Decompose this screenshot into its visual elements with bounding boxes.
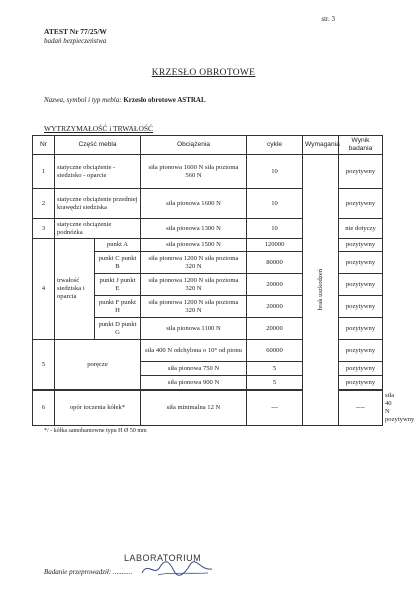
cell-requirement: brak uszkodzeń [303,155,339,426]
cell-point: punkt D punkt G [95,318,141,340]
document-subtitle: badań bezpieczeństwa [44,37,107,45]
cell-requirement: ---- [339,391,383,426]
cell-result: pozytywny [339,274,383,296]
footnote: */ - kółka samohamowne typu H Ø 50 mm [44,428,147,434]
cell-point: punkt C punkt B [95,252,141,274]
cell-cycles: 60000 [247,340,303,362]
cell-point: punkt F punkt H [95,296,141,318]
cell-result: pozytywny [339,318,383,340]
cell-cycles: 80000 [247,252,303,274]
cell-cycles: 120000 [247,239,303,252]
cell-cycles: --- [247,391,303,426]
cell-part: trwałość siedziska i oparcia [55,239,95,340]
cell-load: siła pionowa 1200 N siła pozioma 320 N [141,296,247,318]
cell-result: pozytywny [339,362,383,376]
header-cycles: cykle [247,136,303,155]
cell-cycles: 20000 [247,296,303,318]
cell-load: siła pionowa 750 N [141,362,247,376]
cell-cycles: 20000 [247,318,303,340]
cell-result: pozytywny [339,155,383,189]
cell-load: siła pionowa 1500 N [141,239,247,252]
signature-image [138,557,218,579]
cell-cycles: 5 [247,376,303,390]
cell-load: siła pionowa 900 N [141,376,247,390]
cell-load: siła pionowa 1100 N [141,318,247,340]
cell-load: siła pionowa 1200 N siła pozioma 320 N [141,252,247,274]
cell-cycles: 10 [247,219,303,239]
header-part: Część mebla [55,136,141,155]
cell-load: siła minimalna 12 N [141,391,247,426]
cell-load: siła pionowa 1200 N siła pozioma 320 N [141,274,247,296]
header-load: Obciążenia [141,136,247,155]
cell-result: pozytywny [339,252,383,274]
cell-part: poręcze [55,340,141,390]
page-title: KRZESŁO OBROTOWE [151,68,256,78]
cell-result: pozytywny [339,296,383,318]
document-id: ATEST Nr 77/25/W [44,27,107,36]
table-row [33,155,383,189]
cell-load: siła 400 N odchylona o 10° od pionu [141,340,247,362]
cell-cycles: 10 [247,189,303,219]
cell-nr: 1 [33,155,55,189]
signature-label: Badanie przeprowadził: ........... [44,568,133,576]
cell-cycles: 10 [247,155,303,189]
cell-result: pozytywny [339,189,383,219]
cell-nr: 4 [33,239,55,340]
header-requirements: Wymagania [303,136,339,155]
cell-load: siła pionowa 1600 N siła pozioma 560 N [141,155,247,189]
cell-result: nie dotyczy [339,219,383,239]
cell-point: punkt A [95,239,141,252]
product-name-line [44,96,206,104]
cell-part: statyczne obciążenie - siedzisko - oparcie [55,155,141,189]
header-result: Wynik badania [339,136,383,155]
cell-nr: 3 [33,219,55,239]
table-header-row [33,136,383,155]
cell-part: opór toczenia kółek* [55,391,141,426]
cell-part: statyczne obciążenie przedniej krawędzi siedziska [55,189,141,219]
page-number: str. 3 [321,15,335,23]
header-nr: Nr [33,136,55,155]
cell-part: statyczne obciążenie podnóżka [55,219,141,239]
cell-nr: 2 [33,189,55,219]
cell-point: punkt J punkt E [95,274,141,296]
cell-nr: 6 [33,391,55,426]
cell-result: pozytywny [339,376,383,390]
product-name-label: Nazwa, symbol i typ mebla: [44,96,122,104]
cell-cycles: 20000 [247,274,303,296]
table-row: 6 opór toczenia kółek* siła minimalna 12 N --- ---- siła 40 N pozytywny [33,391,383,426]
cell-cycles: 5 [247,362,303,376]
cell-result: pozytywny [339,340,383,362]
cell-load: siła pionowa 1600 N [141,189,247,219]
cell-load: siła pionowa 1300 N [141,219,247,239]
section-heading: WYTRZYMAŁOŚĆ i TRWAŁOŚĆ [44,124,154,133]
cell-nr: 5 [33,340,55,390]
test-results-table [32,135,414,426]
laboratory-stamp: LABORATORIUM [124,553,202,563]
cell-result: pozytywny [339,239,383,252]
product-name-value: Krzesło obrotowe ASTRAL [123,96,206,104]
